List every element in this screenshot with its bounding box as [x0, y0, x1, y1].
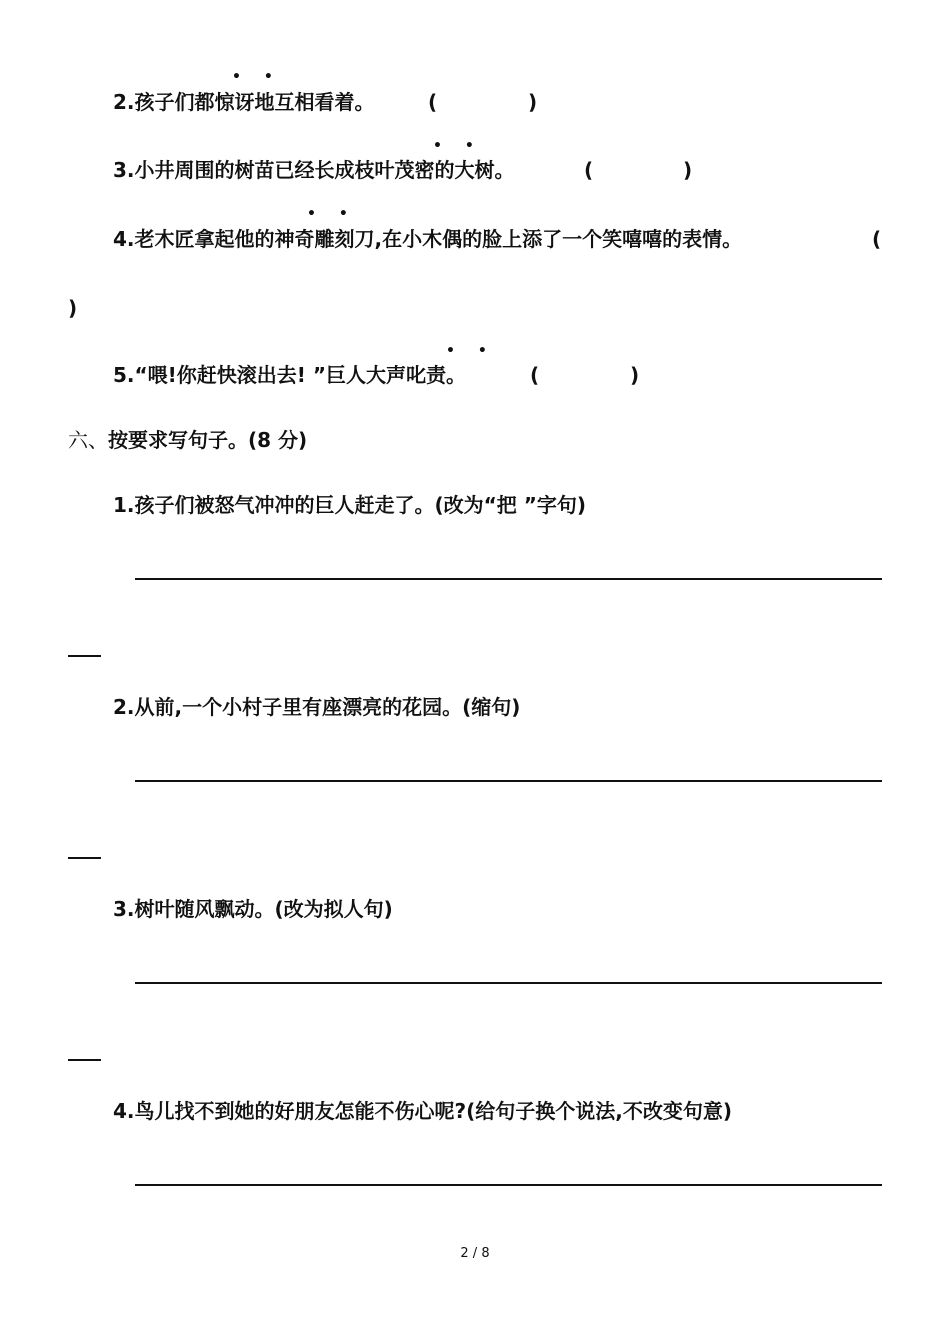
answer-line[interactable] — [135, 1184, 882, 1186]
answer-paren-close: ) — [630, 363, 640, 387]
question-item: 1.孩子们被怒气冲冲的巨人赶走了。(改为“把 ”字句) — [113, 493, 587, 517]
answer-line-continuation[interactable] — [68, 655, 101, 657]
section-heading — [68, 428, 307, 452]
question-item: 4.鸟儿找不到她的好朋友怎能不伤心呢?(给句子换个说法,不改变句意) — [113, 1099, 732, 1123]
answer-line[interactable] — [135, 578, 882, 580]
answer-paren-close: ) — [528, 90, 538, 114]
question-item: 3.树叶随风飘动。(改为拟人句) — [113, 897, 393, 921]
answer-paren-close: ) — [683, 158, 693, 182]
emphasis-dots: • • — [446, 343, 496, 359]
emphasis-dots: • • — [433, 138, 483, 154]
emphasis-dots: • • — [232, 69, 282, 85]
question-item: 5.“喂!你赶快滚出去! ”巨人大声叱责。 — [113, 363, 467, 387]
section-title: 按要求写句子。(8 分) — [108, 428, 308, 452]
question-item: 2.从前,一个小村子里有座漂亮的花园。(缩句) — [113, 695, 521, 719]
answer-paren-close: ) — [68, 296, 78, 320]
question-item: 3.小井周围的树苗已经长成枝叶茂密的大树。 — [113, 158, 515, 182]
answer-paren-open: ( — [428, 90, 438, 114]
answer-paren-open: ( — [584, 158, 594, 182]
emphasis-dots: • • — [307, 206, 357, 222]
section-number: 六、 — [68, 428, 108, 452]
answer-line[interactable] — [135, 780, 882, 782]
question-item: 4.老木匠拿起他的神奇雕刻刀,在小木偶的脸上添了一个笑嘻嘻的表情。 — [113, 227, 743, 251]
answer-line-continuation[interactable] — [68, 857, 101, 859]
answer-paren-open: ( — [530, 363, 540, 387]
answer-line-continuation[interactable] — [68, 1059, 101, 1061]
answer-paren-open: ( — [872, 227, 882, 251]
question-item: 2.孩子们都惊讶地互相看着。 — [113, 90, 375, 114]
page-number: 2 / 8 — [460, 1246, 490, 1261]
answer-line[interactable] — [135, 982, 882, 984]
